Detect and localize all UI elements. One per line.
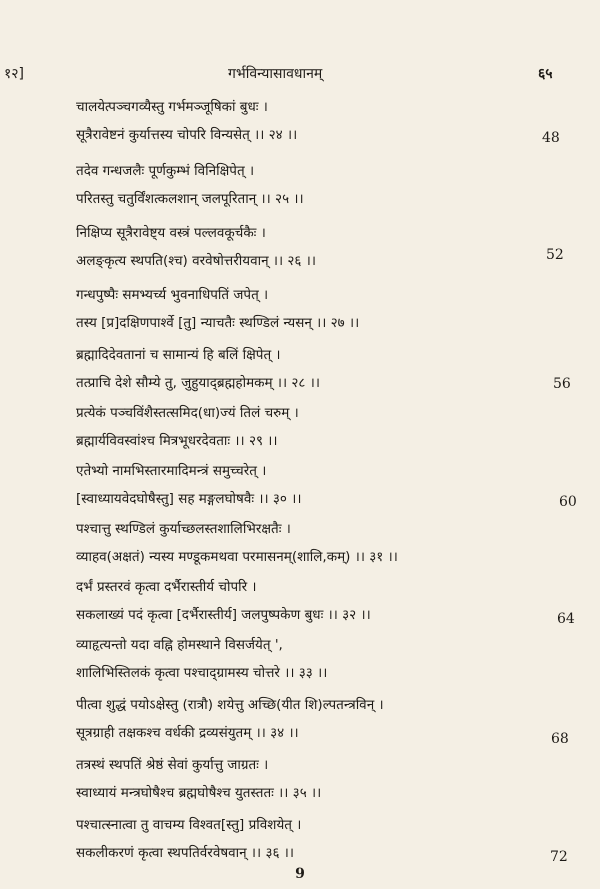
verse-line: गन्धपुष्पैः समभ्यर्च्य भुवनाधिपतिं जपेत् ।	[76, 287, 269, 303]
margin-line-number: 64	[557, 611, 575, 627]
verse-line: सकलाख्यं पदं कृत्वा [दर्भैरास्तीर्य] जलपुष्पकेण बुधः ।। ३२ ।।	[76, 607, 371, 623]
verse-line: प्रत्येकं पञ्चविंशैस्तत्समिद(धा)ज्यं तिलं चरुम् ।	[76, 405, 299, 421]
verse-line: निक्षिप्य सूत्रैरावेष्ट्य वस्त्रं पल्लवकूर्चकैः ।	[76, 225, 266, 241]
margin-line-number: 56	[553, 376, 571, 392]
verse-line: अलङ्कृत्य स्थपति(श्च) वरवेषोत्तरीयवान् ।। २६ ।।	[76, 253, 316, 269]
verse-line: सूत्रैरावेष्टनं कुर्यात्तस्य चोपरि विन्यसेत् ।। २४ ।।	[76, 127, 298, 143]
verse-line: शालिभिस्तिलकं कृत्वा पश्चाद्ग्रामस्य चोत्तरे ।। ३३ ।।	[76, 665, 328, 681]
verse-line: सूत्रग्राही तक्षकश्च वर्धकी द्रव्यसंयुतम् ।। ३४ ।।	[76, 725, 299, 741]
verse-line: व्याहव(अक्षतं) न्यस्य मण्डूकमथवा परमासनम्(शालि,कम्) ।। ३१ ।।	[76, 549, 398, 565]
header-right-number: ६५	[538, 66, 553, 82]
verse-line: ब्रह्मादिदेवतानां च सामान्यं हि बलिं क्षिपेत् ।	[76, 347, 281, 363]
margin-line-number: 52	[546, 247, 564, 263]
verse-line: पश्चात्स्नात्वा तु वाचम्य विश्वत[स्तु] प्रविशयेत् ।	[76, 817, 302, 833]
verse-line: तदेव गन्धजलैः पूर्णकुम्भं विनिक्षिपेत् ।	[76, 163, 255, 179]
verse-line: दर्भं प्रस्तरवं कृत्वा दर्भैरास्तीर्य चोपरि ।	[76, 579, 257, 595]
verse-line: ब्रह्मार्यविवस्वांश्च मित्रभूधरदेवताः ।। २९ ।।	[76, 433, 278, 449]
running-title: गर्भविन्यासावधानम्	[228, 66, 323, 82]
margin-line-number: 48	[542, 130, 560, 146]
verse-line: सकलीकरणं कृत्वा स्थपतिर्वरवेषवान् ।। ३६ ।।	[76, 845, 295, 861]
verse-line: [स्वाध्यायवेदघोषैस्तु] सह मङ्गलघोषवैः ।। ३० ।।	[76, 491, 302, 507]
verse-line: एतेभ्यो नामभिस्तारमादिमन्त्रं समुच्चरेत् ।	[76, 463, 267, 479]
margin-line-number: 68	[551, 731, 569, 747]
verse-line: तत्प्राचि देशे सौम्ये तु, जुहुयाद्ब्रह्महोमकम् ।। २८ ।।	[76, 375, 320, 391]
header-left-mark: १२]	[4, 66, 25, 82]
margin-line-number: 72	[550, 849, 568, 865]
margin-line-number: 60	[559, 494, 577, 510]
page-number: 9	[295, 866, 305, 882]
verse-line: परितस्तु चतुर्विंशत्कलशान् जलपूरितान् ।। २५ ।।	[76, 191, 304, 207]
verse-line: चालयेत्पञ्चगव्यैस्तु गर्भमञ्जूषिकां बुधः ।	[76, 99, 268, 115]
verse-line: तत्रस्थं स्थपतिं श्रेष्ठं सेवां कुर्यात्तु जाग्रतः ।	[76, 757, 269, 773]
verse-line: पीत्वा शुद्धं पयोऽक्षेस्तु (रात्रौ) शयेत्तु अच्छि(यीत शि)ल्पतन्त्रविन् ।	[76, 697, 384, 713]
verse-line: तस्य [प्र]दक्षिणपार्श्वे [तु] न्याचतैः स्थण्डिलं न्यसन् ।। २७ ।।	[76, 315, 360, 331]
verse-line: व्याहृत्यन्तो यदा वह्नि होमस्थाने विसर्जयेत् ',	[76, 637, 283, 653]
verse-line: स्वाध्यायं मन्त्रघोषैश्च ब्रह्मघोषैश्च युतस्ततः ।। ३५ ।।	[76, 785, 322, 801]
verse-line: पश्चात्तु स्थण्डिलं कुर्याच्छलस्तशालिभिरक्षतैः ।	[76, 521, 291, 537]
